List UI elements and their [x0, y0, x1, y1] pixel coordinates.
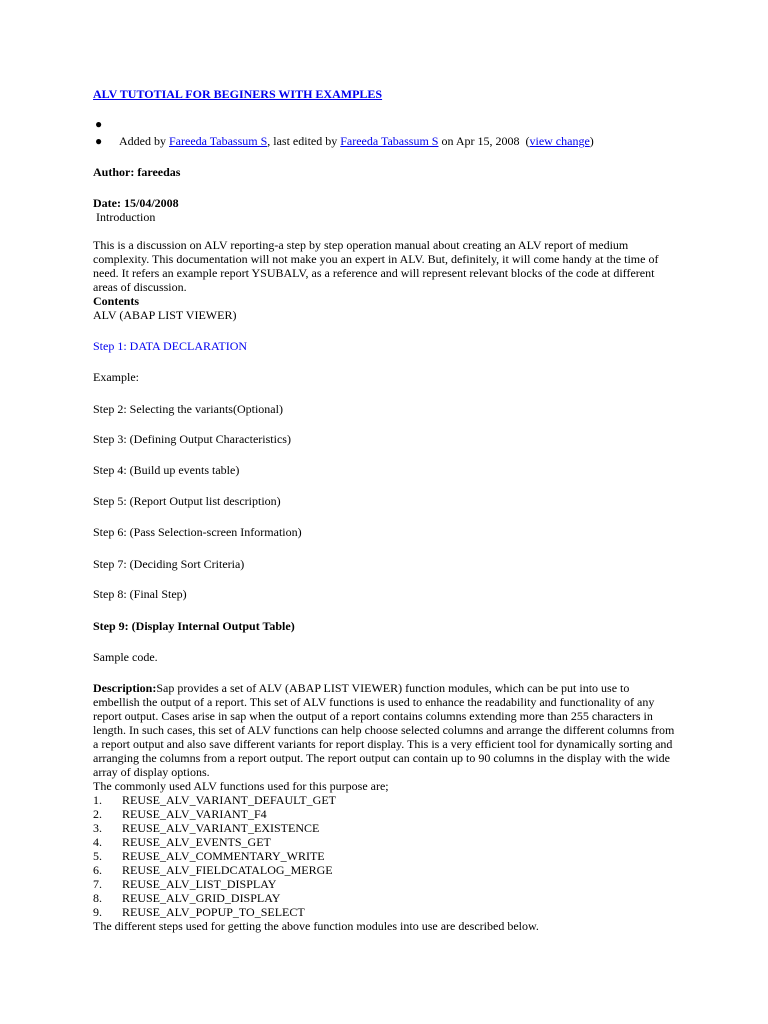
function-list-item [93, 877, 276, 891]
author-link[interactable]: Fareeda Tabassum S [169, 134, 268, 148]
step-item: Step 5: (Report Output list description) [93, 494, 281, 508]
open-paren: ( [525, 134, 530, 148]
function-list-item [93, 891, 280, 905]
bullet-icon: ● [95, 134, 103, 148]
step9-heading: Step 9: (Display Internal Output Table) [93, 619, 295, 633]
function-name: REUSE_ALV_COMMENTARY_WRITE [122, 849, 325, 863]
example-label: Example: [93, 370, 139, 384]
list-number: 8. [93, 891, 102, 905]
step-item: Step 7: (Deciding Sort Criteria) [93, 557, 245, 571]
view-change-link[interactable]: view change [529, 134, 590, 148]
step-item: Step 4: (Build up events table) [93, 463, 240, 477]
date-line: Date: 15/04/2008 [93, 196, 179, 210]
editor-link[interactable]: Fareeda Tabassum S [340, 134, 439, 148]
function-list-item [93, 905, 305, 919]
close-paren: ) [589, 134, 594, 148]
added-by-prefix: Added by [119, 134, 166, 148]
closing-line: The different steps used for getting the above function modules into use are described below. [93, 919, 539, 933]
contents-label: Contents [93, 294, 140, 308]
description-text: Sap provides a set of ALV (ABAP LIST VIEWER) function modules, which can be put into use to embellish the output of a report. This set of ALV functions is used to enhance the readability and functionality of any report output. Cases arise in sap when the output of a report contains columns extending more than 255 characters in length. In such cases, this set of ALV functions can help choose selected columns and arrange the different columns from a report output and also save different variants for report display. This is a very efficient tool for dynamically sorting and arranging the columns from a report output. The report output can contain up to 90 columns in the display with the wide array of display options. [93, 681, 675, 779]
function-name: REUSE_ALV_FIELDCATALOG_MERGE [122, 863, 333, 877]
list-number: 3. [93, 821, 102, 835]
list-number: 9. [93, 905, 102, 919]
description-label: Description: [93, 681, 157, 695]
function-list-item [93, 793, 336, 807]
introduction-label: Introduction [96, 210, 156, 224]
empty-bullet-item [93, 117, 119, 131]
list-number: 4. [93, 835, 102, 849]
function-list-item [93, 821, 319, 835]
function-name: REUSE_ALV_VARIANT_DEFAULT_GET [122, 793, 337, 807]
commonly-used-line: The commonly used ALV functions used for this purpose are; [93, 779, 389, 793]
step1-link[interactable]: Step 1: DATA DECLARATION [93, 339, 248, 353]
step-item: Step 2: Selecting the variants(Optional) [93, 402, 283, 416]
function-name: REUSE_ALV_EVENTS_GET [122, 835, 271, 849]
description-paragraph [93, 681, 678, 779]
function-list-item [93, 849, 325, 863]
intro-paragraph: This is a discussion on ALV reporting-a step by step operation manual about creating an ALV report of medium complexity. This documentation will not make you an expert in ALV. But, definitely, it will come handy at the time of need. It refers an example report YSUBALV, as a reference and will represent relevant blocks of the code at different areas of discussion. [93, 238, 659, 294]
list-number: 2. [93, 807, 102, 821]
list-number: 5. [93, 849, 102, 863]
bullet-icon: ● [95, 117, 103, 131]
meta-bullet-item [93, 134, 594, 148]
step-item: Step 6: (Pass Selection-screen Information) [93, 525, 302, 539]
function-name: REUSE_ALV_POPUP_TO_SELECT [122, 905, 305, 919]
alv-heading: ALV (ABAP LIST VIEWER) [93, 308, 237, 322]
step-item: Step 3: (Defining Output Characteristics) [93, 432, 291, 446]
step-item: Step 8: (Final Step) [93, 587, 187, 601]
function-list-item [93, 863, 333, 877]
function-name: REUSE_ALV_VARIANT_F4 [122, 807, 267, 821]
list-number: 7. [93, 877, 102, 891]
function-list-item [93, 807, 267, 821]
edited-by-prefix: , last edited by [267, 134, 338, 148]
function-name: REUSE_ALV_LIST_DISPLAY [122, 877, 277, 891]
function-list-item [93, 835, 271, 849]
author-line: Author: fareedas [93, 165, 181, 179]
function-name: REUSE_ALV_VARIANT_EXISTENCE [122, 821, 320, 835]
document-title-link[interactable]: ALV TUTOTIAL FOR BEGINERS WITH EXAMPLES [93, 87, 383, 101]
function-name: REUSE_ALV_GRID_DISPLAY [122, 891, 281, 905]
sample-code-label: Sample code. [93, 650, 158, 664]
list-number: 1. [93, 793, 102, 807]
edit-date: on Apr 15, 2008 [441, 134, 520, 148]
list-number: 6. [93, 863, 102, 877]
